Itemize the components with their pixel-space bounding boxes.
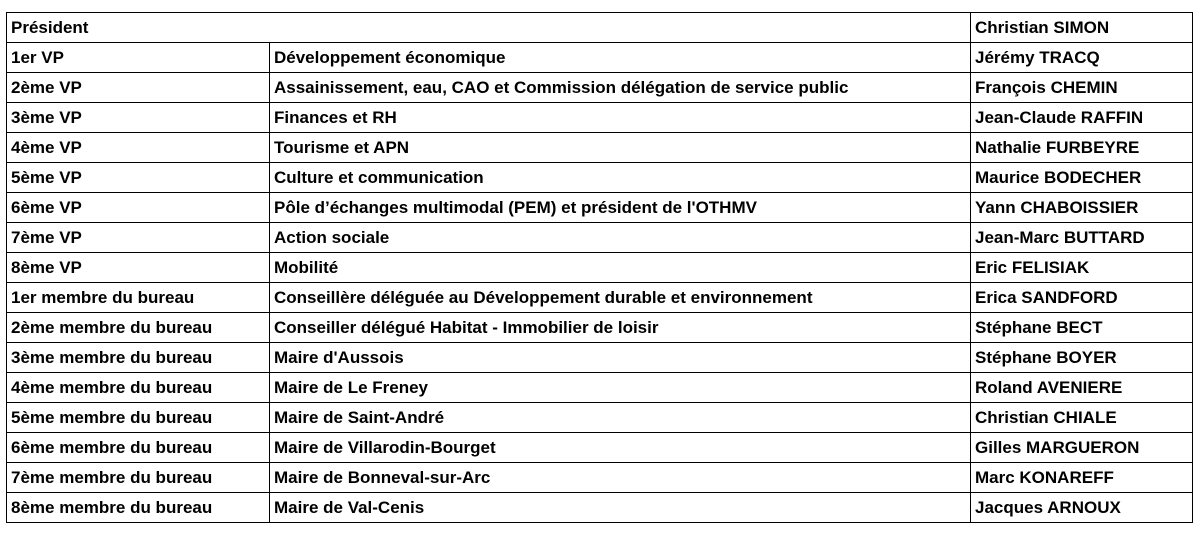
rank-cell: 2ème VP: [7, 73, 270, 103]
rank-cell: 8ème membre du bureau: [7, 493, 270, 523]
rank-cell: 4ème membre du bureau: [7, 373, 270, 403]
table-row: [7, 193, 1193, 223]
name-cell: Stéphane BECT: [971, 313, 1193, 343]
rank-cell: 5ème VP: [7, 163, 270, 193]
rank-cell: 3ème VP: [7, 103, 270, 133]
table-row: [7, 133, 1193, 163]
name-cell: Jean-Claude RAFFIN: [971, 103, 1193, 133]
name-cell: Yann CHABOISSIER: [971, 193, 1193, 223]
name-cell: Roland AVENIERE: [971, 373, 1193, 403]
bureau-table-container: [6, 12, 1193, 523]
portfolio-cell: Maire de Bonneval-sur-Arc: [270, 463, 971, 493]
table-row: [7, 463, 1193, 493]
rank-cell: 7ème membre du bureau: [7, 463, 270, 493]
name-cell: Erica SANDFORD: [971, 283, 1193, 313]
table-row: [7, 283, 1193, 313]
table-row: [7, 493, 1193, 523]
table-row: [7, 313, 1193, 343]
portfolio-cell: Conseillère déléguée au Développement durable et environnement: [270, 283, 971, 313]
table-row: [7, 343, 1193, 373]
president-name-cell: Christian SIMON: [971, 13, 1193, 43]
table-row: [7, 373, 1193, 403]
bureau-table-body: [7, 13, 1193, 523]
portfolio-cell: Tourisme et APN: [270, 133, 971, 163]
rank-cell: 6ème membre du bureau: [7, 433, 270, 463]
portfolio-cell: Maire d'Aussois: [270, 343, 971, 373]
table-row: [7, 433, 1193, 463]
name-cell: Gilles MARGUERON: [971, 433, 1193, 463]
rank-cell: 1er VP: [7, 43, 270, 73]
president-role-cell: Président: [7, 13, 971, 43]
table-row: [7, 43, 1193, 73]
portfolio-cell: Maire de Val-Cenis: [270, 493, 971, 523]
table-row: [7, 163, 1193, 193]
rank-cell: 8ème VP: [7, 253, 270, 283]
name-cell: Christian CHIALE: [971, 403, 1193, 433]
portfolio-cell: Maire de Villarodin-Bourget: [270, 433, 971, 463]
name-cell: Marc KONAREFF: [971, 463, 1193, 493]
portfolio-cell: Pôle d’échanges multimodal (PEM) et président de l'OTHMV: [270, 193, 971, 223]
table-row: [7, 253, 1193, 283]
name-cell: Eric FELISIAK: [971, 253, 1193, 283]
portfolio-cell: Culture et communication: [270, 163, 971, 193]
name-cell: Jacques ARNOUX: [971, 493, 1193, 523]
rank-cell: 4ème VP: [7, 133, 270, 163]
table-row: [7, 103, 1193, 133]
name-cell: Jérémy TRACQ: [971, 43, 1193, 73]
rank-cell: 7ème VP: [7, 223, 270, 253]
name-cell: Jean-Marc BUTTARD: [971, 223, 1193, 253]
rank-cell: 3ème membre du bureau: [7, 343, 270, 373]
portfolio-cell: Maire de Saint-André: [270, 403, 971, 433]
portfolio-cell: Maire de Le Freney: [270, 373, 971, 403]
portfolio-cell: Conseiller délégué Habitat - Immobilier de loisir: [270, 313, 971, 343]
portfolio-cell: Finances et RH: [270, 103, 971, 133]
president-row: [7, 13, 1193, 43]
name-cell: Maurice BODECHER: [971, 163, 1193, 193]
bureau-table: [6, 12, 1193, 523]
table-row: [7, 73, 1193, 103]
portfolio-cell: Action sociale: [270, 223, 971, 253]
table-row: [7, 223, 1193, 253]
name-cell: François CHEMIN: [971, 73, 1193, 103]
portfolio-cell: Mobilité: [270, 253, 971, 283]
portfolio-cell: Assainissement, eau, CAO et Commission délégation de service public: [270, 73, 971, 103]
rank-cell: 6ème VP: [7, 193, 270, 223]
table-row: [7, 403, 1193, 433]
rank-cell: 2ème membre du bureau: [7, 313, 270, 343]
rank-cell: 5ème membre du bureau: [7, 403, 270, 433]
name-cell: Stéphane BOYER: [971, 343, 1193, 373]
rank-cell: 1er membre du bureau: [7, 283, 270, 313]
portfolio-cell: Développement économique: [270, 43, 971, 73]
name-cell: Nathalie FURBEYRE: [971, 133, 1193, 163]
